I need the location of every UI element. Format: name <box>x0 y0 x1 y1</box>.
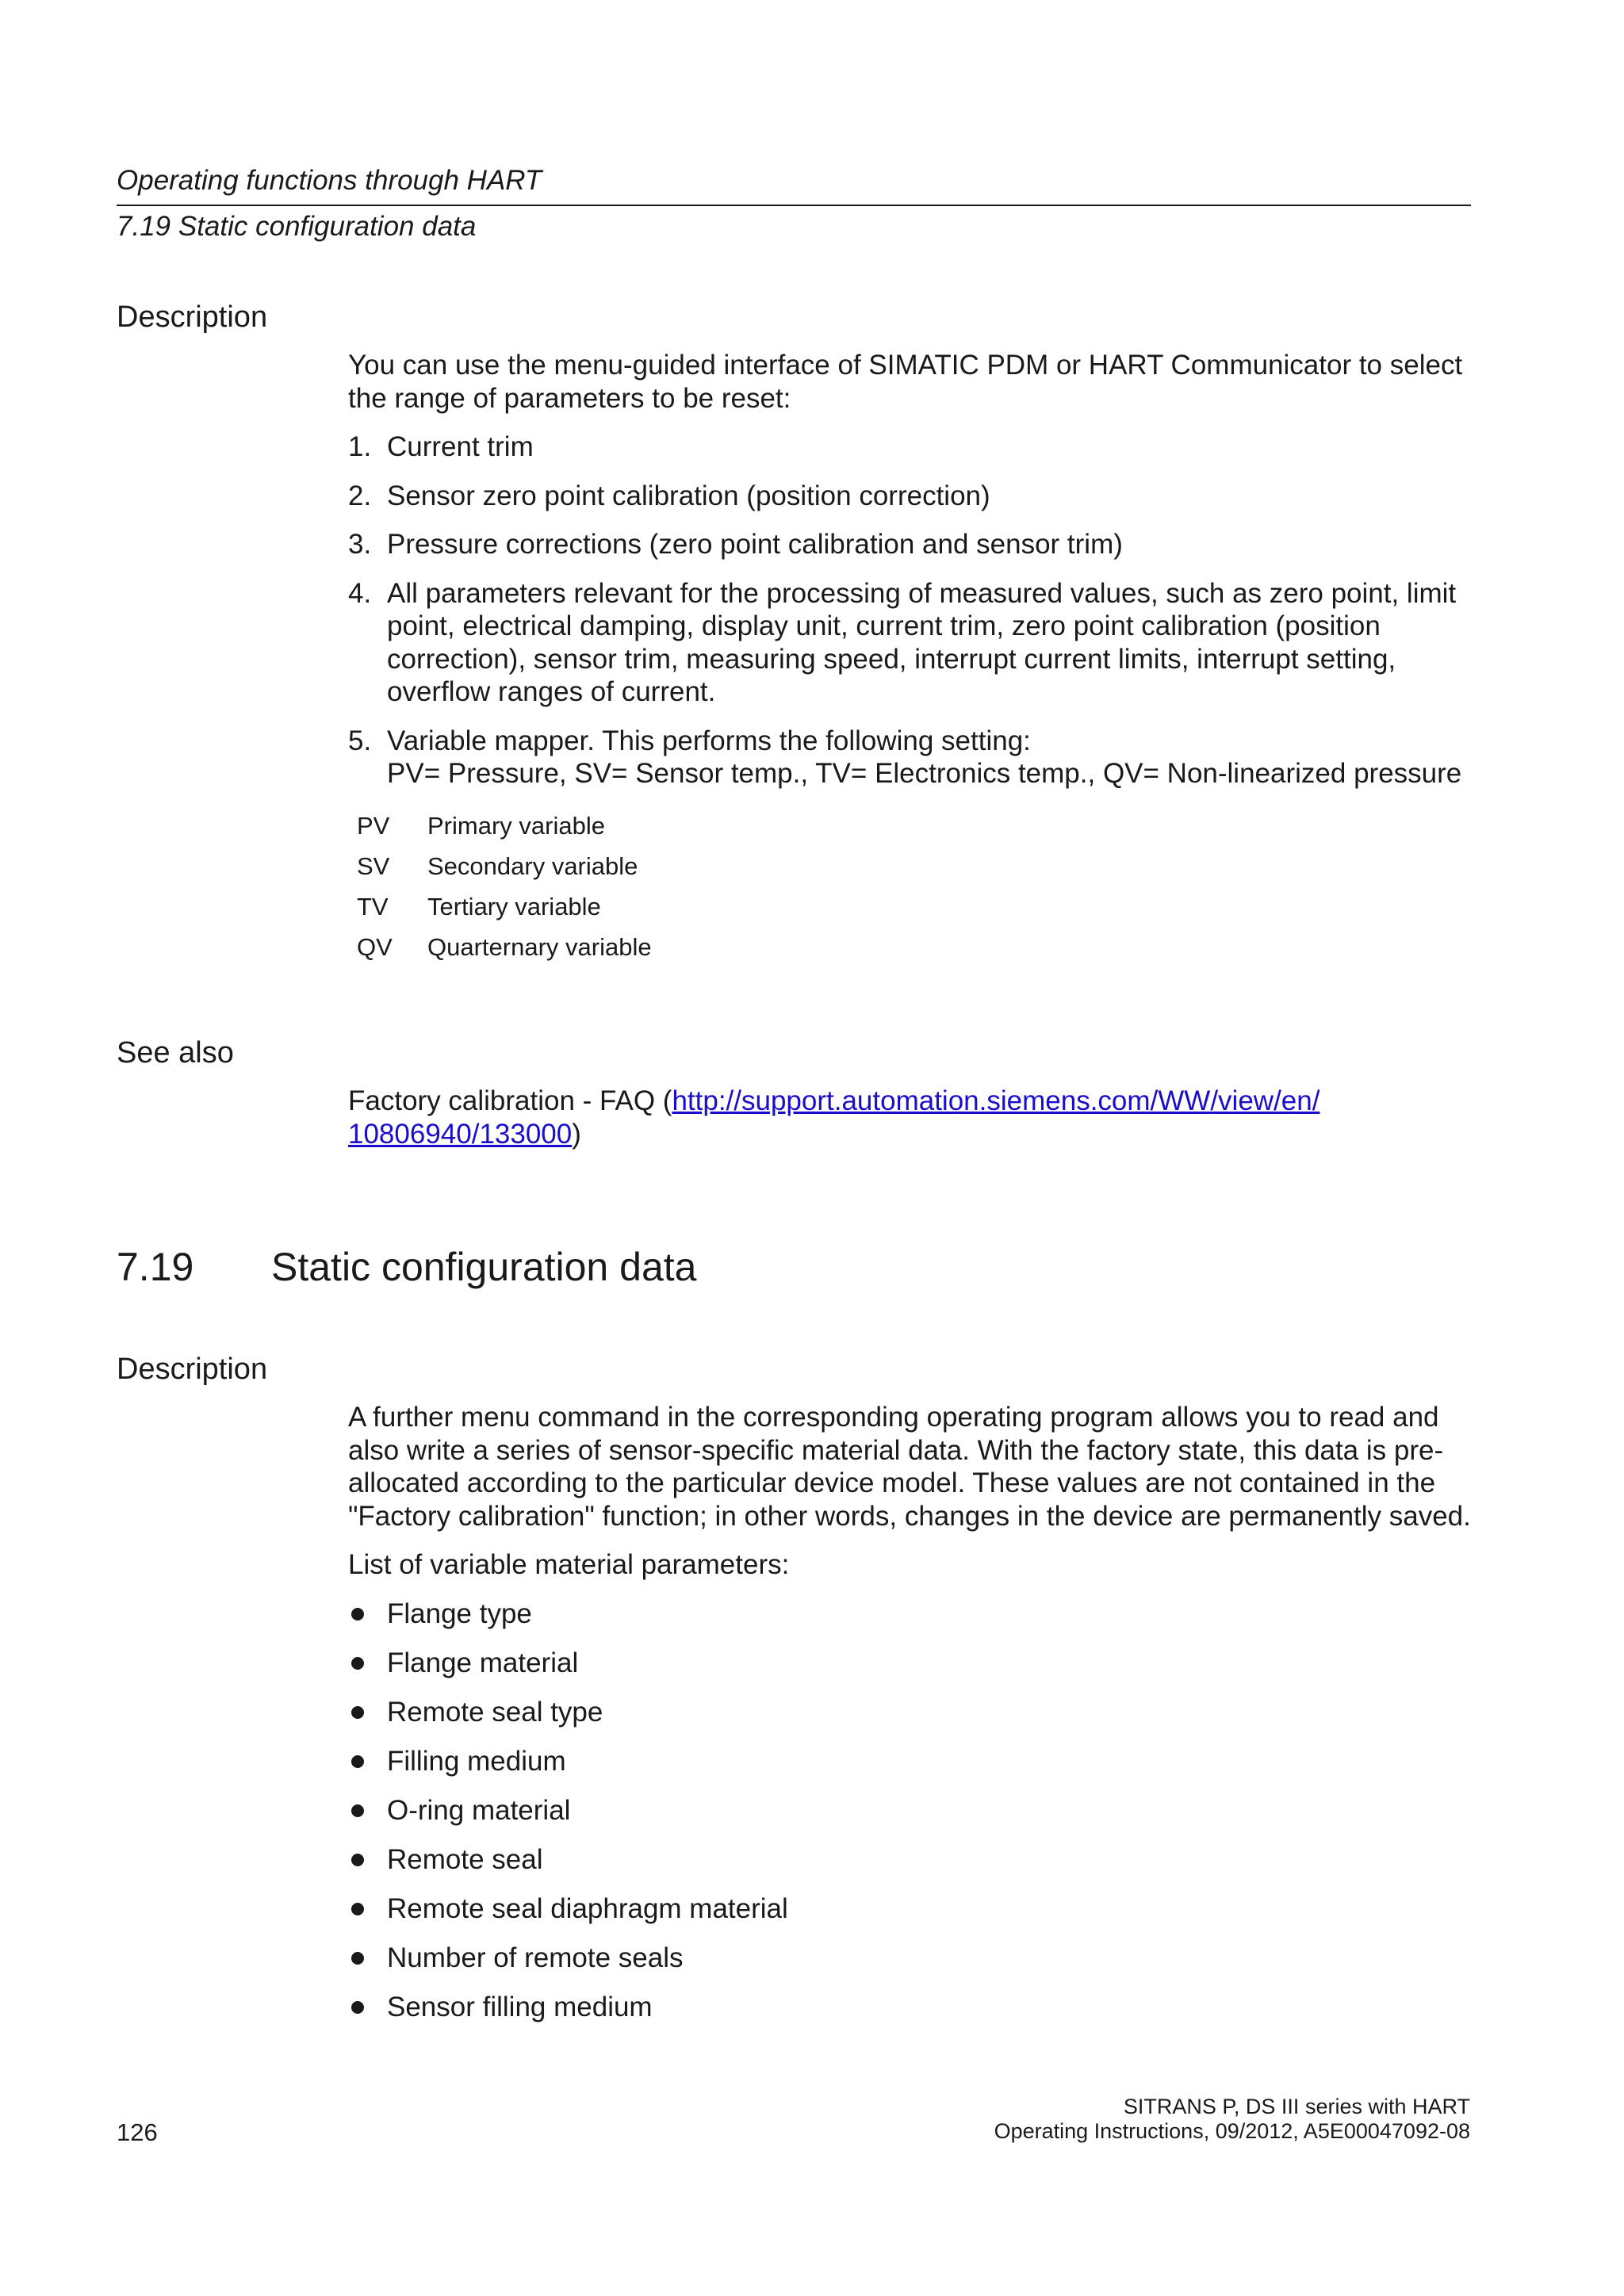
header-rule <box>117 205 1471 206</box>
static-config-paragraph: A further menu command in the corresponding operating program allows you to read and also write a series of sensor-specific material data. With the factory state, this data is pre-allocated according to the particular device model. These values are not contained in the "Factory calibration" function; in other words, changes in the device are permanently saved. <box>348 1402 1471 1532</box>
see-also-suffix: ) <box>572 1118 581 1150</box>
bullet-icon <box>351 1804 364 1817</box>
item-number: 5. <box>348 725 372 756</box>
description-heading-2: Description <box>117 1353 268 1386</box>
item-text: All parameters relevant for the processing of measured values, such as zero point, limit point, electrical damping, display unit, current trim, zero point calibration (position correction), sensor trim, measuring speed, interrupt current limits, interrupt setting, overflow ranges of current. <box>387 577 1457 707</box>
legend-def: Tertiary variable <box>427 893 601 920</box>
bullet-icon <box>351 1706 364 1719</box>
bullet-icon <box>351 1755 364 1768</box>
bullet-text: Remote seal type <box>387 1696 603 1728</box>
faq-link-part-2: 10806940/133000 <box>348 1118 573 1150</box>
description-heading-1: Description <box>117 300 268 334</box>
list-item <box>348 480 1474 513</box>
section-title: Static configuration data <box>271 1245 697 1289</box>
list-item <box>348 1647 1474 1680</box>
item-text-line-1: Variable mapper. This performs the following setting: <box>387 725 1031 756</box>
item-text: Current trim <box>387 431 534 462</box>
bullet-text: Remote seal diaphragm material <box>387 1892 788 1924</box>
bullet-text: Flange type <box>387 1598 532 1629</box>
footer-doc-info <box>994 2095 1470 2144</box>
list-intro: List of variable material parameters: <box>348 1549 790 1580</box>
see-also-heading: See also <box>117 1036 234 1070</box>
list-item <box>348 1598 1474 1631</box>
bullet-icon <box>351 1608 364 1621</box>
list-item <box>348 1942 1474 1975</box>
running-header-section: 7.19 Static configuration data <box>117 211 477 242</box>
legend-def: Secondary variable <box>427 852 638 880</box>
item-number: 3. <box>348 529 372 560</box>
item-text: Pressure corrections (zero point calibration and sensor trim) <box>387 529 1123 560</box>
material-parameter-list <box>348 1598 1474 2024</box>
item-number: 1. <box>348 431 372 462</box>
item-number: 2. <box>348 480 372 511</box>
see-also-body <box>348 1085 1474 1150</box>
item-number: 4. <box>348 577 372 609</box>
bullet-text: Flange material <box>387 1647 579 1678</box>
bullet-text: O-ring material <box>387 1794 571 1826</box>
footer-product: SITRANS P, DS III series with HART <box>1123 2095 1470 2118</box>
legend-abbr: SV <box>357 852 390 880</box>
bullet-text: Number of remote seals <box>387 1942 684 1973</box>
list-item <box>348 430 1474 464</box>
legend-abbr: QV <box>357 933 393 961</box>
running-header-chapter: Operating functions through HART <box>117 165 542 196</box>
page-number: 126 <box>117 2118 158 2146</box>
list-item <box>348 1794 1474 1827</box>
item-text: Sensor zero point calibration (position correction) <box>387 480 990 511</box>
section-number: 7.19 <box>117 1245 194 1289</box>
legend-abbr: TV <box>357 893 389 920</box>
bullet-text: Remote seal <box>387 1843 543 1875</box>
list-item <box>348 1696 1474 1729</box>
list-item <box>348 1745 1474 1778</box>
bullet-text: Filling medium <box>387 1745 566 1777</box>
bullet-icon <box>351 1657 364 1670</box>
bullet-icon <box>351 1903 364 1915</box>
bullet-icon <box>351 1854 364 1866</box>
legend-def: Quarternary variable <box>427 933 652 961</box>
list-item <box>348 1892 1474 1926</box>
list-item <box>348 528 1474 561</box>
legend-def: Primary variable <box>427 812 605 840</box>
footer-doc: Operating Instructions, 09/2012, A5E00047092-08 <box>994 2119 1470 2143</box>
list-item <box>348 1991 1474 2024</box>
description-body-2 <box>348 1401 1474 2040</box>
list-item <box>348 725 1474 790</box>
see-also-prefix: Factory calibration - FAQ ( <box>348 1085 672 1116</box>
bullet-text: Sensor filling medium <box>387 1991 653 2022</box>
item-text-line-2: PV= Pressure, SV= Sensor temp., TV= Electronics temp., QV= Non-linearized pressure <box>387 758 1462 789</box>
bullet-icon <box>351 2001 364 2014</box>
reset-parameter-list <box>348 430 1474 790</box>
bullet-icon <box>351 1952 364 1965</box>
list-item <box>348 1843 1474 1877</box>
legend-abbr: PV <box>357 812 390 840</box>
faq-link-part-1: http://support.automation.siemens.com/WW/view/en/ <box>672 1085 1320 1116</box>
list-item <box>348 577 1474 709</box>
intro-paragraph: You can use the menu-guided interface of SIMATIC PDM or HART Communicator to select the range of parameters to be reset: <box>348 350 1463 414</box>
description-body-1 <box>348 349 1474 806</box>
